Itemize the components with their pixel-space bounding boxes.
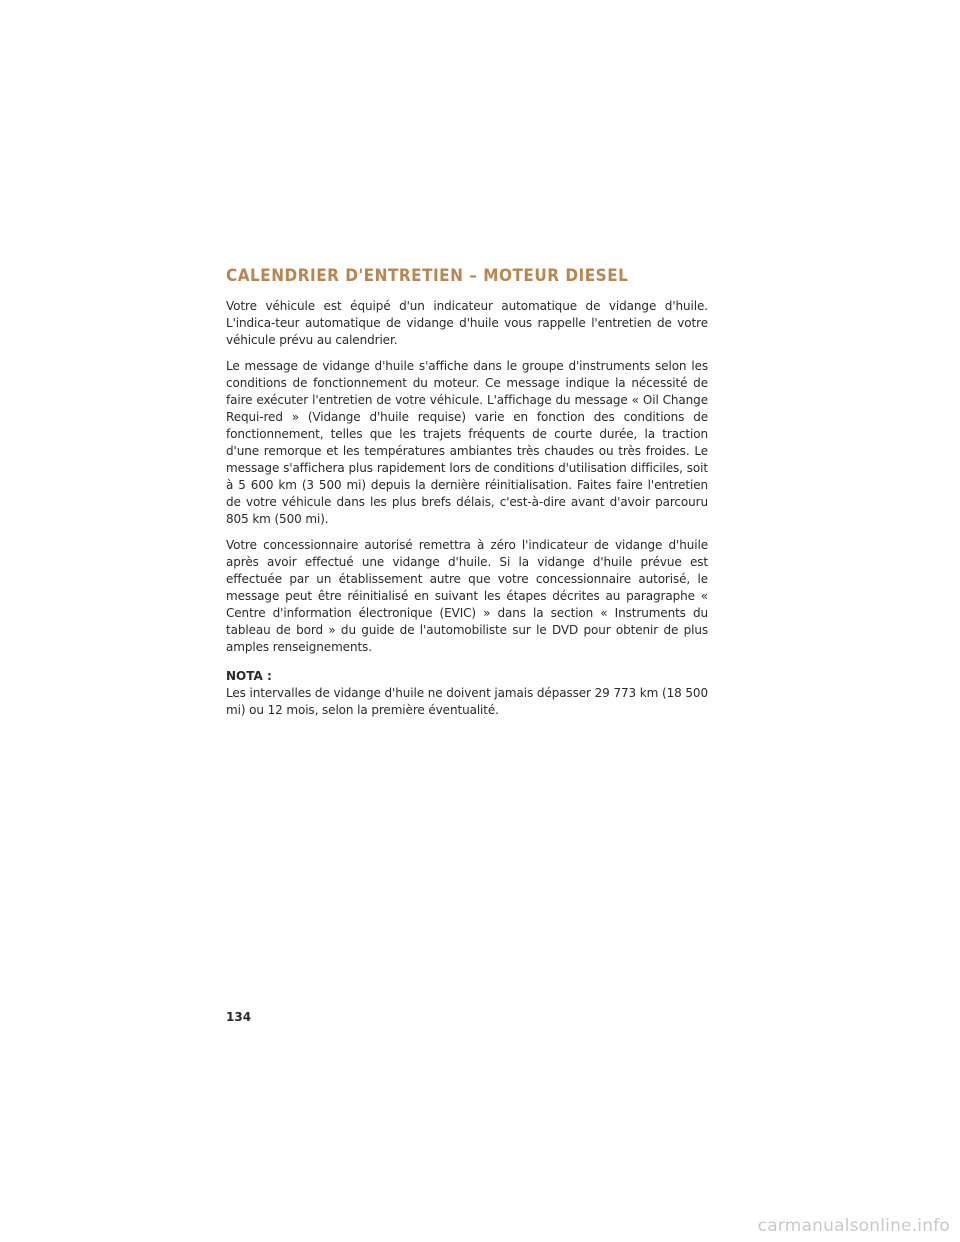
section-title: CALENDRIER D'ENTRETIEN – MOTEUR DIESEL	[226, 266, 629, 286]
paragraph-oil-message: Le message de vidange d'huile s'affiche dans le groupe d'instruments selon les conditions de fonctionnement du moteur. Ce message indique la nécessité de faire exécuter l'entretien de votre véhicule. L'affichage du message « Oil Change Requi-red » (Vidange d'huile requise) varie en fonction des conditions de fonctionnement, telles que les trajets fréquents de courte durée, la traction d'une remorque et les températures ambiantes très chaudes ou très froides. Le message s'affichera plus rapidement lors de conditions d'utilisation difficiles, soit à 5 600 km (3 500 mi) depuis la dernière réinitialisation. Faites faire l'entretien de votre véhicule dans les plus brefs délais, c'est-à-dire avant d'avoir parcouru 805 km (500 mi).	[226, 359, 708, 526]
page-number: 134	[226, 1010, 252, 1024]
note-text: Les intervalles de vidange d'huile ne doivent jamais dépasser 29 773 km (18 500 mi) ou 12 mois, selon la première éventualité.	[226, 686, 708, 717]
paragraph-dealer-reset: Votre concessionnaire autorisé remettra à zéro l'indicateur de vidange d'huile après avoir effectué une vidange d'huile. Si la vidange d'huile prévue est effectuée par un établissement autre que votre concessionnaire autorisé, le message peut être réinitialisé en suivant les étapes décrites au paragraphe « Centre d'information électronique (EVIC) » dans la section « Instruments du tableau de bord » du guide de l'automobiliste sur le DVD pour obtenir de plus amples renseignements.	[226, 538, 708, 654]
watermark: carmanualsonline.info	[757, 1216, 950, 1236]
note-label: NOTA :	[226, 669, 272, 683]
note-block	[226, 668, 708, 719]
paragraph-oil-indicator: Votre véhicule est équipé d'un indicateur automatique de vidange d'huile. L'indica-teur automatique de vidange d'huile vous rappelle l'entretien de votre véhicule prévu au calendrier.	[226, 299, 708, 347]
section-body	[226, 298, 708, 719]
